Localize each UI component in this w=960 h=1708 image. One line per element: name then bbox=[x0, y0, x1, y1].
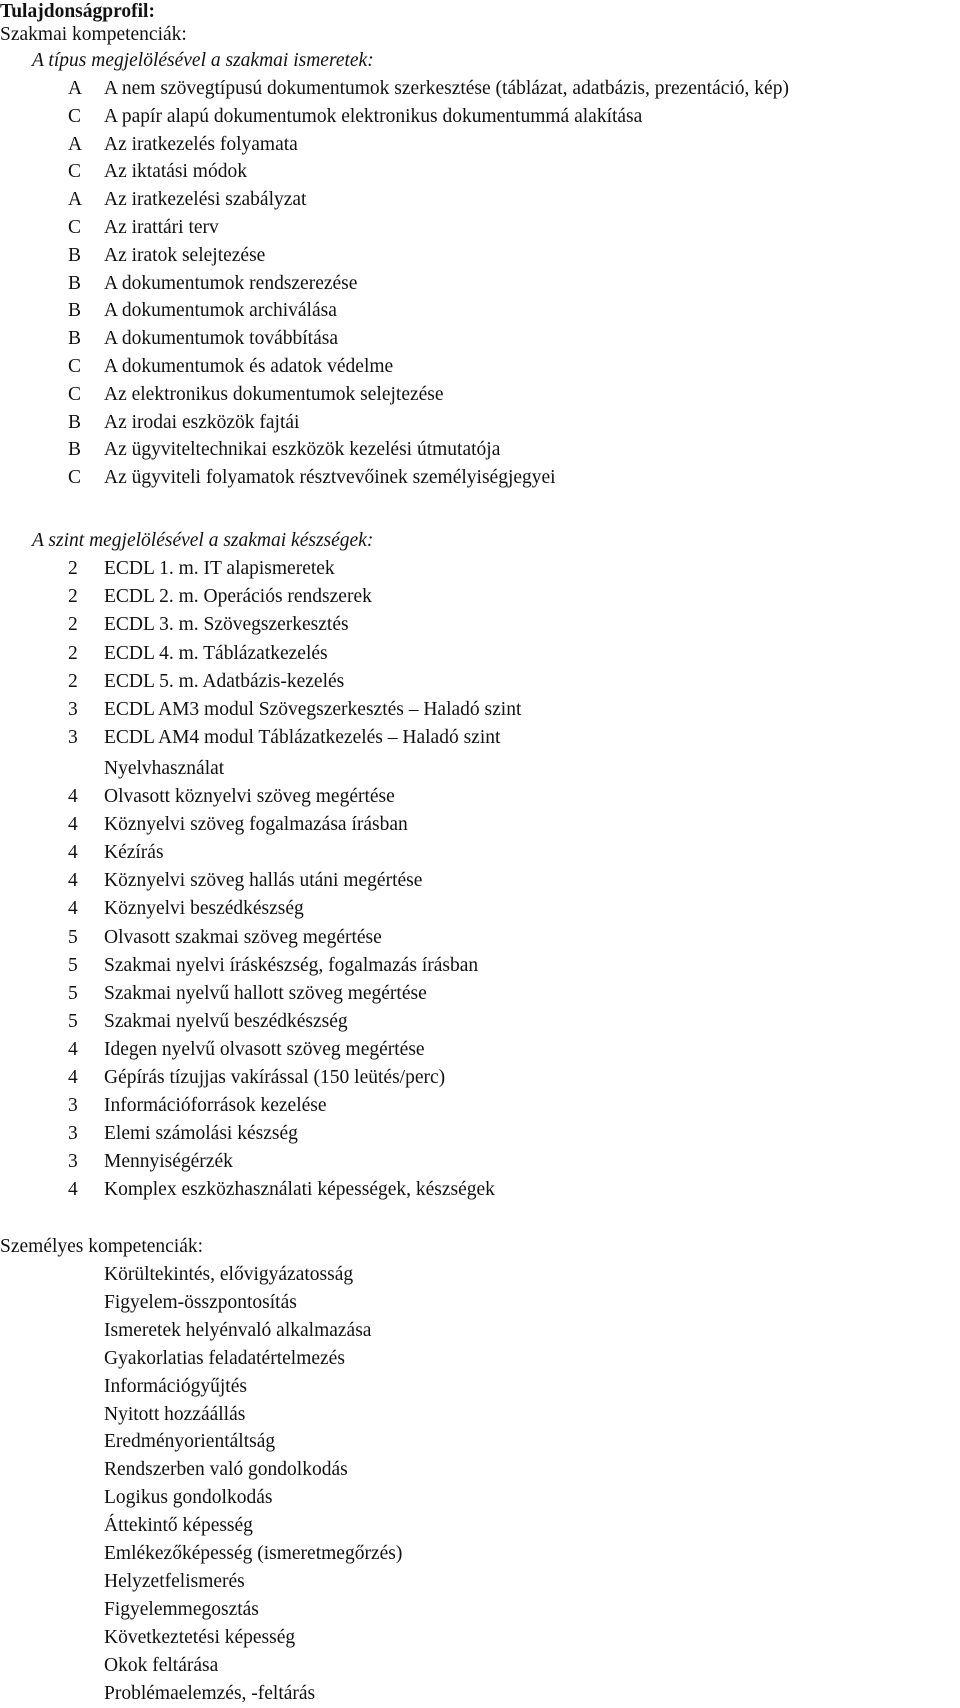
language-heading: Nyelvhasználat bbox=[104, 758, 225, 779]
personal-item: Következtetési képesség bbox=[104, 1626, 296, 1648]
item-text: ECDL AM3 modul Szövegszerkesztés – Haladó szint bbox=[104, 699, 522, 720]
item-text: ECDL 1. m. IT alapismeretek bbox=[104, 558, 335, 579]
personal-heading: Személyes kompetenciák: bbox=[0, 1236, 204, 1257]
item-text: Szakmai nyelvű beszédkészség bbox=[104, 1010, 348, 1032]
level-code: A bbox=[68, 189, 83, 211]
level-code: 4 bbox=[68, 842, 78, 864]
level-code: 2 bbox=[68, 642, 78, 664]
level-code: B bbox=[68, 272, 82, 294]
item-text: Az iktatási módok bbox=[104, 161, 247, 183]
level-code: 5 bbox=[68, 1010, 78, 1032]
personal-item: Információgyűjtés bbox=[104, 1375, 247, 1397]
item-text: Az ügyviteli folyamatok résztvevőinek személyiségjegyei bbox=[104, 467, 556, 489]
personal-item: Körültekintés, elővigyázatosság bbox=[104, 1264, 354, 1285]
skills-intro: A szint megjelölésével a szakmai készségek: bbox=[32, 530, 374, 551]
level-code: 3 bbox=[68, 1123, 78, 1145]
level-code: 5 bbox=[68, 926, 78, 948]
item-text: A nem szövegtípusú dokumentumok szerkesztése (táblázat, adatbázis, prezentáció, kép) bbox=[104, 78, 789, 99]
item-text: Köznyelvi szöveg hallás utáni megértése bbox=[104, 870, 423, 892]
level-code: 5 bbox=[68, 954, 78, 976]
item-text: Köznyelvi beszédkészség bbox=[104, 898, 304, 920]
item-text: A dokumentumok és adatok védelme bbox=[104, 356, 394, 377]
level-code: C bbox=[68, 383, 82, 405]
item-text: Komplex eszközhasználati képességek, készségek bbox=[104, 1179, 495, 1201]
item-text: Idegen nyelvű olvasott szöveg megértése bbox=[104, 1038, 425, 1060]
level-code: C bbox=[68, 356, 82, 377]
item-text: Elemi számolási készség bbox=[104, 1123, 298, 1145]
level-code: A bbox=[68, 78, 83, 99]
item-text: Az irodai eszközök fajtái bbox=[104, 411, 300, 433]
item-text: Az irattári terv bbox=[104, 217, 219, 238]
personal-item: Nyitott hozzáállás bbox=[104, 1403, 246, 1425]
item-text: Az iratkezelés folyamata bbox=[104, 133, 298, 155]
personal-item: Logikus gondolkodás bbox=[104, 1487, 273, 1509]
level-code: 2 bbox=[68, 586, 78, 608]
level-code: A bbox=[68, 133, 83, 155]
item-text: Kézírás bbox=[104, 842, 164, 864]
item-text: Az iratok selejtezése bbox=[104, 244, 266, 266]
level-code: 4 bbox=[68, 814, 78, 836]
level-code: 3 bbox=[68, 1151, 78, 1173]
level-code: B bbox=[68, 328, 82, 350]
item-text: Szakmai nyelvi íráskészség, fogalmazás írásban bbox=[104, 954, 479, 976]
item-text: ECDL AM4 modul Táblázatkezelés – Haladó szint bbox=[104, 727, 501, 749]
level-code: 4 bbox=[68, 1179, 78, 1201]
personal-item: Figyelemmegosztás bbox=[104, 1598, 259, 1620]
level-code: 4 bbox=[68, 1067, 78, 1088]
item-text: Az iratkezelési szabályzat bbox=[104, 189, 307, 211]
item-text: ECDL 3. m. Szövegszerkesztés bbox=[104, 614, 349, 636]
item-text: Szakmai nyelvű hallott szöveg megértése bbox=[104, 982, 427, 1004]
personal-item: Problémaelemzés, -feltárás bbox=[104, 1682, 316, 1704]
level-code: C bbox=[68, 217, 82, 238]
item-text: A papír alapú dokumentumok elektronikus dokumentummá alakítása bbox=[104, 105, 643, 127]
personal-item: Gyakorlatias feladatértelmezés bbox=[104, 1347, 345, 1369]
item-text: A dokumentumok rendszerezése bbox=[104, 272, 358, 294]
item-text: ECDL 4. m. Táblázatkezelés bbox=[104, 642, 328, 664]
item-text: ECDL 2. m. Operációs rendszerek bbox=[104, 586, 372, 608]
level-code: 5 bbox=[68, 982, 78, 1004]
level-code: 4 bbox=[68, 1038, 78, 1060]
item-text: ECDL 5. m. Adatbázis-kezelés bbox=[104, 670, 345, 692]
level-code: 3 bbox=[68, 1095, 78, 1117]
personal-item: Rendszerben való gondolkodás bbox=[104, 1459, 348, 1481]
item-text: A dokumentumok továbbítása bbox=[104, 328, 338, 350]
item-text: Gépírás tízujjas vakírással (150 leütés/perc) bbox=[104, 1067, 446, 1088]
level-code: 3 bbox=[68, 699, 78, 720]
level-code: 3 bbox=[68, 727, 78, 749]
level-code: C bbox=[68, 467, 82, 489]
item-text: Köznyelvi szöveg fogalmazása írásban bbox=[104, 814, 408, 836]
item-text: Mennyiségérzék bbox=[104, 1151, 233, 1173]
profile-title: Tulajdonságprofil: bbox=[0, 1, 155, 22]
level-code: 4 bbox=[68, 786, 78, 807]
personal-item: Áttekintő képesség bbox=[104, 1515, 253, 1537]
level-code: B bbox=[68, 439, 82, 461]
level-code: B bbox=[68, 411, 82, 433]
personal-item: Figyelem-összpontosítás bbox=[104, 1291, 297, 1313]
professional-heading: Szakmai kompetenciák: bbox=[0, 24, 187, 45]
level-code: 2 bbox=[68, 558, 78, 579]
level-code: 4 bbox=[68, 870, 78, 892]
personal-item: Eredményorientáltság bbox=[104, 1431, 276, 1453]
level-code: 4 bbox=[68, 898, 78, 920]
level-code: C bbox=[68, 161, 82, 183]
item-text: Az elektronikus dokumentumok selejtezése bbox=[104, 383, 444, 405]
personal-item: Emlékezőképesség (ismeretmegőrzés) bbox=[104, 1543, 403, 1564]
item-text: A dokumentumok archiválása bbox=[104, 300, 337, 322]
level-code: 2 bbox=[68, 670, 78, 692]
item-text: Olvasott szakmai szöveg megértése bbox=[104, 926, 382, 948]
item-text: Olvasott köznyelvi szöveg megértése bbox=[104, 786, 395, 807]
level-code: B bbox=[68, 300, 82, 322]
item-text: Az ügyviteltechnikai eszközök kezelési útmutatója bbox=[104, 439, 501, 461]
personal-item: Okok feltárása bbox=[104, 1654, 219, 1676]
personal-item: Helyzetfelismerés bbox=[104, 1570, 245, 1592]
item-text: Információforrások kezelése bbox=[104, 1095, 327, 1117]
level-code: 2 bbox=[68, 614, 78, 636]
personal-item: Ismeretek helyénvaló alkalmazása bbox=[104, 1319, 372, 1341]
level-code: B bbox=[68, 244, 82, 266]
level-code: C bbox=[68, 105, 82, 127]
knowledge-intro: A típus megjelölésével a szakmai ismeretek: bbox=[32, 50, 374, 71]
